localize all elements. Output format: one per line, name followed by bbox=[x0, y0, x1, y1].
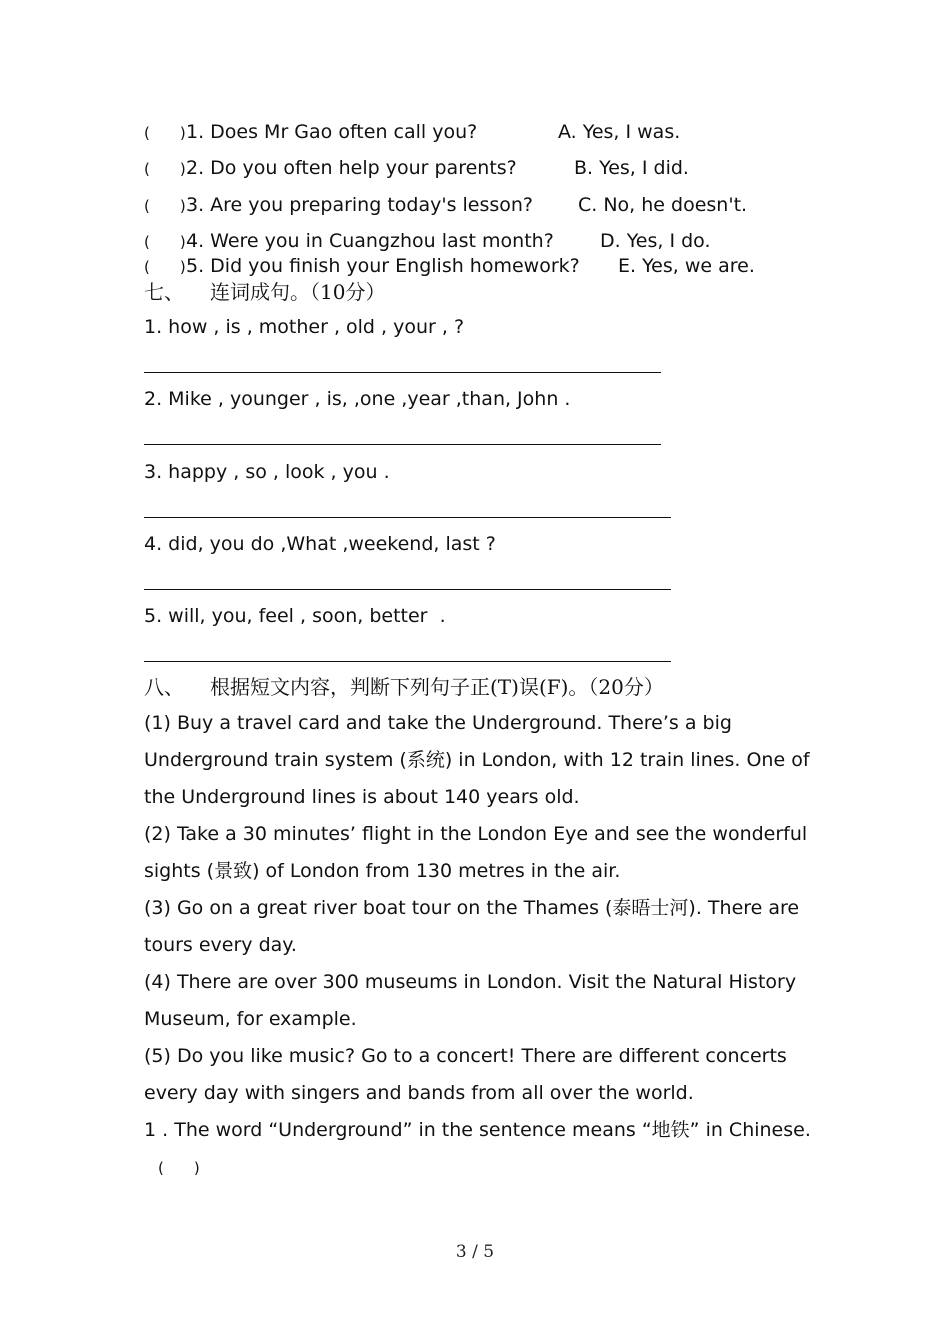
page-number: 3 / 5 bbox=[455, 1242, 495, 1262]
matching-question: 2. Do you often help your parents? bbox=[186, 157, 517, 179]
matching-answer: D. Yes, I do. bbox=[600, 230, 711, 252]
answer-line[interactable] bbox=[144, 661, 671, 662]
matching-question: 1. Does Mr Gao often call you? bbox=[186, 121, 478, 143]
answer-line[interactable] bbox=[144, 372, 661, 373]
matching-answer: A. Yes, I was. bbox=[558, 121, 681, 143]
answer-paren[interactable]: ( ) bbox=[144, 233, 186, 251]
passage bbox=[144, 705, 824, 1187]
reorder-item: 1. how , is , mother , old , your , ? bbox=[144, 316, 465, 338]
answer-line[interactable] bbox=[144, 444, 661, 445]
matching-question: 4. Were you in Cuangzhou last month? bbox=[186, 230, 554, 252]
matching-row bbox=[144, 156, 689, 181]
question-item bbox=[144, 1112, 824, 1187]
reorder-item: 3. happy , so , look , you . bbox=[144, 461, 390, 483]
answer-paren[interactable]: ( ) bbox=[144, 258, 186, 276]
matching-answer: B. Yes, I did. bbox=[574, 157, 689, 179]
matching-question: 5. Did you finish your English homework? bbox=[186, 255, 580, 277]
reorder-item: 4. did, you do ,What ,weekend, last ? bbox=[144, 533, 496, 555]
passage-paragraph: (1) Buy a travel card and take the Underground. There’s a big Underground train system (系统) in London, with 12 train lines. One of the Underground lines is about 140 years old. bbox=[144, 712, 810, 808]
passage-paragraph: (2) Take a 30 minutes’ flight in the London Eye and see the wonderful sights (景致) of London from 130 metres in the air. bbox=[144, 823, 808, 882]
matching-row bbox=[144, 193, 748, 218]
answer-line[interactable] bbox=[144, 517, 671, 518]
section-title: 根据短文内容，判断下列句子正(T)误(F)。（20分） bbox=[210, 675, 664, 699]
answer-paren[interactable]: ( ) bbox=[144, 160, 186, 178]
section-title: 连词成句。（10分） bbox=[210, 280, 386, 304]
answer-paren[interactable]: ( ) bbox=[158, 1159, 200, 1177]
passage-paragraph: (5) Do you like music? Go to a concert! There are different concerts every day with singers and bands from all over the world. bbox=[144, 1045, 787, 1104]
passage-paragraph: (3) Go on a great river boat tour on the Thames (泰晤士河). There are tours every day. bbox=[144, 897, 800, 956]
reorder-item: 2. Mike , younger , is, ,one ,year ,than, John . bbox=[144, 388, 571, 410]
matching-question: 3. Are you preparing today's lesson? bbox=[186, 194, 534, 216]
section8-heading bbox=[144, 675, 664, 699]
answer-paren[interactable]: ( ) bbox=[144, 124, 186, 142]
passage-paragraph: (4) There are over 300 museums in London. Visit the Natural History Museum, for example. bbox=[144, 971, 797, 1030]
matching-answer: C. No, he doesn't. bbox=[578, 194, 748, 216]
matching-row bbox=[144, 229, 711, 254]
section7-heading bbox=[144, 280, 385, 304]
matching-row bbox=[144, 120, 681, 145]
section-number: 八、 bbox=[144, 675, 184, 699]
section-number: 七、 bbox=[144, 280, 184, 304]
matching-row bbox=[144, 254, 755, 279]
question-text: 1 . The word “Underground” in the sentence means “地铁” in Chinese. bbox=[144, 1119, 811, 1141]
answer-paren[interactable]: ( ) bbox=[144, 197, 186, 215]
answer-line[interactable] bbox=[144, 589, 671, 590]
reorder-item: 5. will, you, feel , soon, better . bbox=[144, 605, 446, 627]
matching-answer: E. Yes, we are. bbox=[618, 255, 755, 277]
